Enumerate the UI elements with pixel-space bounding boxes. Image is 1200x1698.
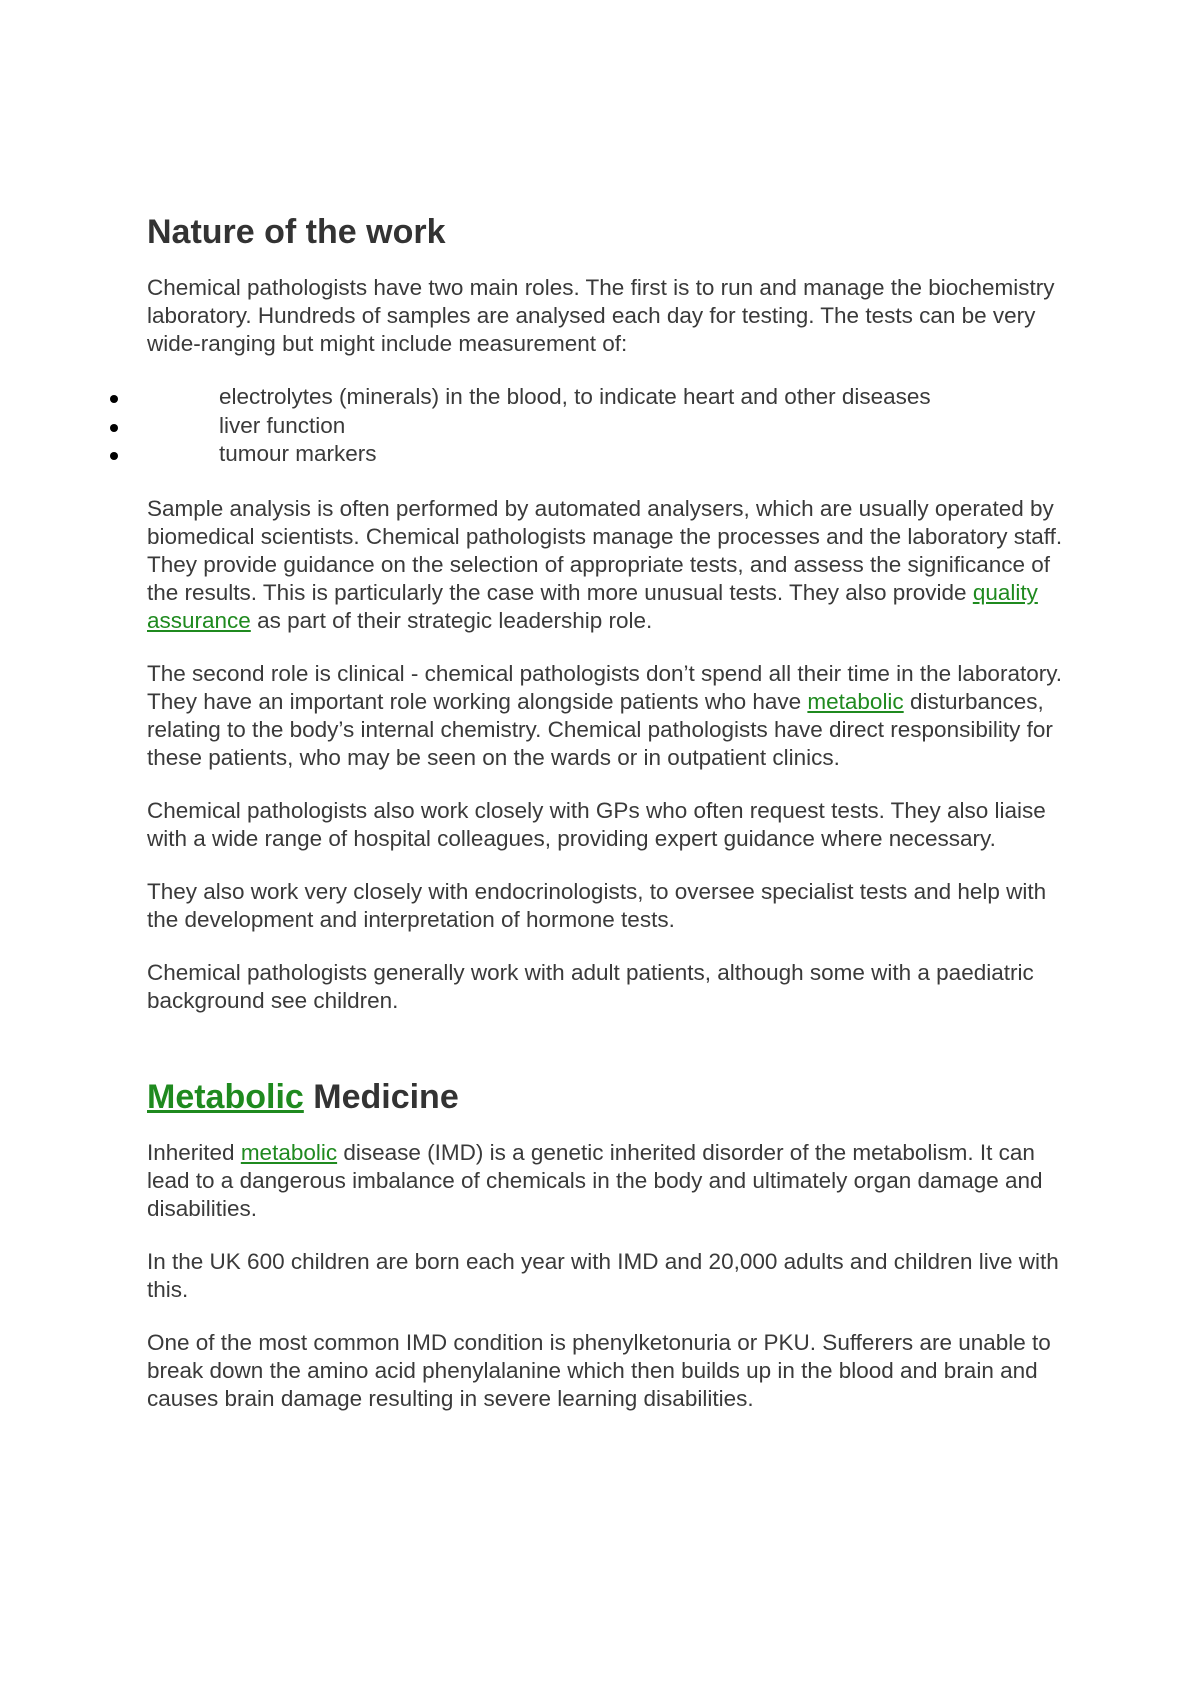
text-segment: disturbances, relating to the body’s internal chemistry. Chemical pathologists have direct responsibility for these patients, who may be seen on the wards or in outpatient clinics. bbox=[147, 688, 1053, 770]
bullet-icon bbox=[110, 395, 118, 403]
paragraph-intro: Chemical pathologists have two main roles. The first is to run and manage the biochemistry laboratory. Hundreds of samples are analysed each day for testing. The tests can be very wide-ranging but might include measurement of: bbox=[147, 275, 1055, 356]
heading-nature-of-the-work: Nature of the work bbox=[147, 213, 446, 251]
text-segment: disease (IMD) is a genetic inherited disorder of the metabolism. It can lead to a dangerous imbalance of chemicals in the body and ultimately organ damage and disabilities. bbox=[147, 1139, 1043, 1221]
list-item bbox=[147, 383, 1077, 412]
paragraph-pku: One of the most common IMD condition is phenylketonuria or PKU. Sufferers are unable to break down the amino acid phenylalanine which then builds up in the blood and brain and causes brain damage resulting in severe learning disabilities. bbox=[147, 1329, 1051, 1411]
paragraph-imd bbox=[147, 1139, 1077, 1223]
paragraph-gps: Chemical pathologists also work closely with GPs who often request tests. They also liaise with a wide range of hospital colleagues, providing expert guidance where necessary. bbox=[147, 797, 1046, 851]
text-segment: Sample analysis is often performed by automated analysers, which are usually operated by biomedical scientists. Chemical pathologists manage the processes and the laboratory staff. They provide guidance on the selection of appropriate tests, and assess the significance of the results. This is particularly the case with more unusual tests. They also provide bbox=[147, 495, 1063, 605]
text-segment: as part of their strategic leadership role. bbox=[250, 607, 653, 633]
list-item bbox=[147, 412, 1077, 441]
paragraph-second-role bbox=[147, 660, 1077, 772]
paragraph-endocrinologists: They also work very closely with endocrinologists, to oversee specialist tests and help with the development and interpretation of hormone tests. bbox=[147, 878, 1047, 932]
bullet-icon bbox=[110, 452, 118, 460]
document-page bbox=[147, 212, 1077, 1438]
link-metabolic[interactable]: metabolic bbox=[240, 1139, 338, 1165]
measurement-list bbox=[147, 383, 1077, 469]
text-segment: Inherited bbox=[147, 1139, 241, 1165]
paragraph-uk-stats: In the UK 600 children are born each year with IMD and 20,000 adults and children live with this. bbox=[147, 1248, 1059, 1302]
paragraph-sample-analysis bbox=[147, 495, 1077, 635]
list-item-text: electrolytes (minerals) in the blood, to indicate heart and other diseases bbox=[219, 384, 931, 409]
text-segment: The second role is clinical - chemical pathologists don’t spend all their time in the laboratory. They have an important role working alongside patients who have bbox=[147, 660, 1063, 714]
link-metabolic-heading[interactable]: Metabolic bbox=[147, 1077, 304, 1116]
bullet-icon bbox=[110, 424, 118, 432]
heading-metabolic-medicine bbox=[147, 1077, 1077, 1117]
list-item-text: liver function bbox=[219, 412, 346, 438]
paragraph-adult-patients: Chemical pathologists generally work with adult patients, although some with a paediatric background see children. bbox=[147, 959, 1034, 1013]
link-metabolic[interactable]: metabolic bbox=[807, 688, 904, 714]
heading-text: Medicine bbox=[303, 1077, 459, 1116]
link-quality-assurance[interactable]: quality assurance bbox=[147, 579, 1038, 633]
list-item-text: tumour markers bbox=[219, 441, 377, 466]
list-item bbox=[147, 440, 1077, 469]
